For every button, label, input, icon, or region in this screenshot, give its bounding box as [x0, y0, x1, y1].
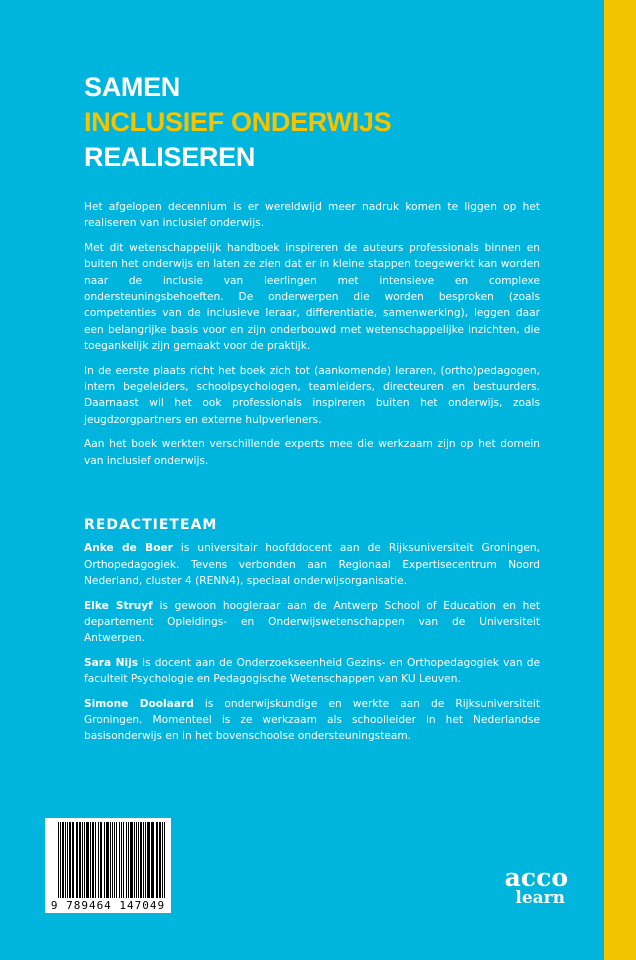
barcode-bar — [156, 822, 157, 898]
barcode-bar — [110, 822, 111, 898]
barcode-bar — [157, 822, 158, 898]
barcode-bar — [134, 822, 135, 898]
member-name: Anke de Boer — [84, 542, 173, 555]
barcode-bar — [121, 822, 122, 898]
barcode-bar — [62, 822, 64, 898]
blurb-paragraph: In de eerste plaats richt het boek zich tot (aankomende) leraren, (ortho)pedagogen, intern begeleiders, schoolpsychologen, teamleiders, directeuren en bestuurders. Daarnaast wil het ook professionals inspireren buiten het onderwijs, zoals jeugdzorgpartners en externe hulpverleners. — [84, 364, 540, 426]
barcode-bar — [140, 822, 142, 898]
team-member — [84, 655, 540, 688]
logo-acco: acco — [504, 863, 568, 892]
logo-learn: learn — [515, 888, 565, 908]
barcode-bar — [116, 822, 118, 898]
barcode-bars — [58, 822, 166, 898]
blurb-paragraph: Het afgelopen decennium is er wereldwijd meer nadruk komen te liggen op het realiseren van inclusief onderwijs. — [84, 201, 540, 230]
barcode-bar — [106, 822, 108, 898]
barcode-bar — [82, 822, 83, 898]
book-title — [84, 70, 391, 175]
barcode-bar — [152, 822, 154, 898]
barcode-bar — [145, 822, 146, 898]
barcode-bar — [77, 822, 78, 898]
member-bio: is docent aan de Onderzoekseenheid Gezins- en Orthopedagogiek van de faculteit Psychologie en Pedagogische Wetenschappen van KU Leuven. — [84, 656, 540, 686]
barcode-bar — [86, 822, 88, 898]
team-member — [84, 598, 540, 647]
barcode-bar — [79, 822, 81, 898]
barcode-bar — [159, 822, 161, 898]
member-name: Elke Struyf — [84, 599, 153, 612]
barcode-bar — [72, 822, 74, 898]
barcode-bar — [151, 822, 152, 898]
blurb-paragraph: Met dit wetenschappelijk handboek inspireren de auteurs professionals binnen en buiten het onderwijs en laten ze zien dat er in kleine stappen toegewerkt kan worden naar de inclusie van leerlingen met intensieve en complexe ondersteuningsbehoeften. De onderwerpen die worden besproken (zoals competenties van de inclusieve leraar, differentiatie, samenwerking), leggen daar een belangrijke basis voor en zijn onderbouwd met wetenschappelijke inzichten, die toegankelijk zijn gemaakt voor de praktijk. — [84, 241, 540, 353]
title-line-1: SAMEN — [84, 72, 181, 102]
member-name: Sara Nijs — [84, 656, 139, 669]
barcode-bar — [123, 822, 125, 898]
barcode-bar — [119, 822, 120, 898]
isbn-barcode — [45, 818, 171, 913]
isbn-number: 9 789464 147049 — [50, 899, 166, 912]
barcode-bar — [101, 822, 102, 898]
barcode-bar — [60, 822, 61, 898]
barcode-bar — [65, 822, 66, 898]
team-member — [84, 540, 540, 589]
barcode-bar — [112, 822, 113, 898]
team-heading: REDACTIETEAM — [84, 517, 218, 533]
barcode-bar — [98, 822, 99, 898]
barcode-bar — [147, 822, 149, 898]
barcode-bar — [164, 822, 165, 898]
barcode-bar — [90, 822, 91, 898]
title-line-3: REALISEREN — [84, 142, 256, 172]
barcode-bar — [84, 822, 85, 898]
member-bio: is universitair hoofddocent aan de Rijksuniversiteit Groningen, Orthopedagogiek. Tevens verbonden aan Regionaal Expertisecentrum Noord Nederland, cluster 4 (RENN4), speciaal onderwijsorganisatie. — [84, 542, 540, 588]
member-bio: is onderwijskundige en werkte aan de Rijksuniversiteit Groningen. Momenteel is ze werkzaam als schoolleider in het Nederlandse basisonderwijs en in het bovenschoolse ondersteuningsteam. — [84, 697, 540, 743]
publisher-logo — [478, 863, 568, 908]
blurb-paragraph: Aan het boek werkten verschillende experts mee die werkzaam zijn op het domein van inclusief onderwijs. — [84, 438, 540, 467]
barcode-bar — [114, 822, 115, 898]
barcode-bar — [136, 822, 137, 898]
barcode-bar — [162, 822, 163, 898]
barcode-bar — [138, 822, 139, 898]
barcode-bar — [130, 822, 132, 898]
barcode-bar — [104, 822, 106, 898]
barcode-bar — [100, 822, 101, 898]
barcode-bar — [69, 822, 71, 898]
title-line-2: INCLUSIEF ONDERWIJS — [84, 107, 392, 137]
yellow-spine-strip — [604, 0, 636, 960]
member-bio: is gewoon hoogleraar aan de Antwerp School of Education en het departement Opleidings- en Onderwijswetenschappen van de Universiteit Antwerpen. — [84, 599, 540, 645]
barcode-bar — [58, 822, 59, 898]
team-member — [84, 696, 540, 745]
barcode-bar — [92, 822, 94, 898]
member-name: Simone Doolaard — [84, 697, 194, 710]
barcode-bar — [95, 822, 97, 898]
barcode-bar — [143, 822, 144, 898]
barcode-bar — [128, 822, 129, 898]
barcode-bar — [67, 822, 68, 898]
barcode-bar — [76, 822, 77, 898]
barcode-bar — [126, 822, 128, 898]
blurb — [84, 199, 540, 477]
editorial-team — [84, 517, 540, 753]
